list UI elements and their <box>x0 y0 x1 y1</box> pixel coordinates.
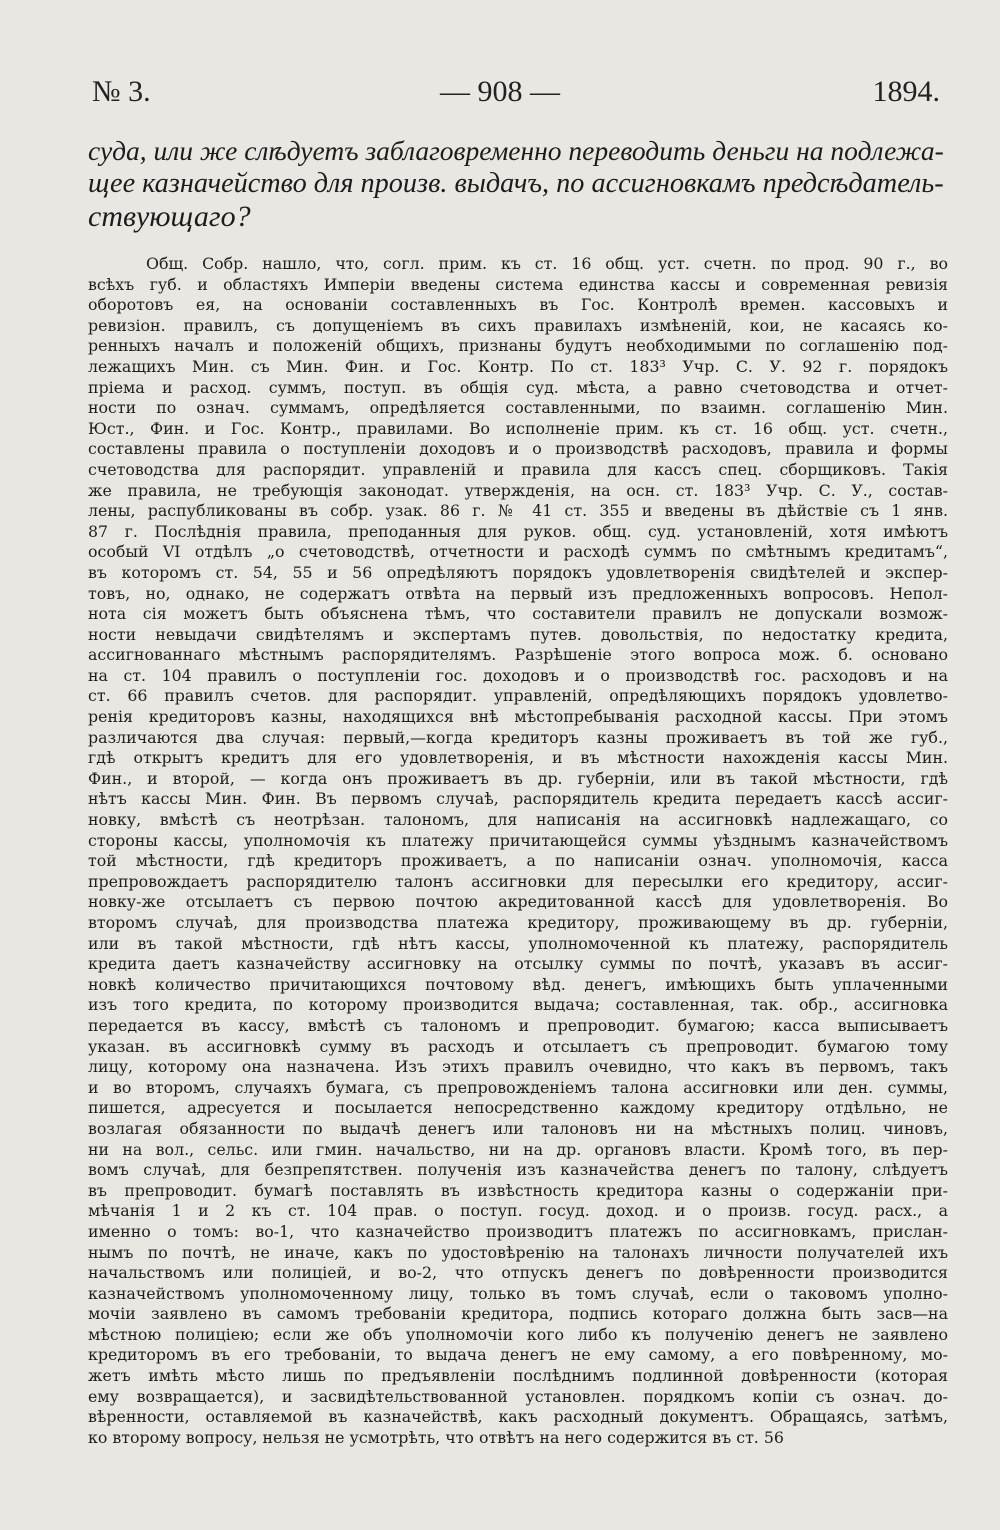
year: 1894. <box>872 75 940 108</box>
body-line: же правила, не требующія законодат. утвержденія, на осн. ст. 183³ Учр. С. У., состав- <box>88 480 948 500</box>
body-line: изъ того кредита, по которому производится выдача; составленная, так. обр., ассигновка <box>88 995 948 1015</box>
body-line: ему возвращается), и засвидѣтельствованной установлен. порядкомъ копіи съ означ. до- <box>88 1386 948 1406</box>
body-line: стороны кассы, уполномочія къ платежу причитающейся суммы уѣзднымъ казначействомъ <box>88 830 948 850</box>
body-line: жетъ имѣть мѣсто лишь по предъявленіи послѣднимъ подлинной довѣренности (которая <box>88 1366 948 1386</box>
body-line: ст. 66 правилъ счетов. для распорядит. управленій, опредѣляющихъ порядокъ удовлетво- <box>88 686 948 706</box>
body-line: Общ. Собр. нашло, что, согл. прим. къ ст. 16 общ. уст. счетн. по прод. 90 г., во <box>146 254 948 273</box>
body-line: различаются два случая: первый,—когда кредиторъ казны проживаетъ въ той же губ., <box>88 727 948 747</box>
body-line: кредиторомъ въ его требованіи, то выдача денегъ не ему самому, а его повѣренному, мо- <box>88 1345 948 1365</box>
body-line: передается въ кассу, вмѣстѣ съ талономъ и препроводит. бумагою; касса выписываетъ <box>88 1015 948 1035</box>
body-line: нымъ по почтѣ, не иначе, какъ по удостовѣренію на талонахъ личности получателей ихъ <box>88 1242 948 1262</box>
body-line: новкѣ количество причитающихся почтовому вѣд. денегъ, имѣющихъ быть уплаченными <box>88 974 948 994</box>
body-line: счетоводства для распорядит. управленій и правила для кассъ спец. сборщиковъ. Такія <box>88 459 948 479</box>
body-line: въ которомъ ст. 54, 55 и 56 опредѣляютъ порядокъ удовлетворенія свидѣтелей и экспер- <box>88 562 948 582</box>
body-line: ренія кредиторовъ казны, находящихся внѣ мѣстопребыванія расходной кассы. При этомъ <box>88 707 948 727</box>
body-line: лежащихъ Мин. съ Мин. Фин. и Гос. Контр. По ст. 183³ Учр. С. У. 92 г. порядокъ <box>88 356 948 376</box>
body-line: начальствомъ или полиціей, и во-2, что отпускъ денегъ по довѣренности производится <box>88 1263 948 1283</box>
body-line: нѣтъ кассы Мин. Фин. Въ первомъ случаѣ, распорядитель кредита передаетъ кассѣ ассиг- <box>88 789 948 809</box>
body-line: товъ, но, однако, не содержатъ отвѣта на первый изъ предложенныхъ вопросовъ. Непол- <box>88 583 948 603</box>
page-number: — 908 — <box>440 75 560 108</box>
body-line: возлагая обязанности по выдачѣ денегъ или талоновъ ни на мѣстныхъ полиц. чиновъ, <box>88 1118 948 1138</box>
body-line: ни на вол., сельс. или гмин. начальство, ни на др. органовъ власти. Кромѣ того, въ пер- <box>88 1139 948 1159</box>
question-line: ствующаго? <box>88 200 251 233</box>
body-line: лены, распубликованы въ собр. узак. 86 г. № 41 ст. 355 и введены въ дѣйствіе съ 1 янв. <box>88 501 948 521</box>
body-line: препровождаетъ распорядителю талонъ ассигновки для пересылки его кредитору, ассиг- <box>88 871 948 891</box>
body-line: кредита даетъ казначейству ассигновку на отсылку суммы по почтѣ, указавъ въ ассиг- <box>88 954 948 974</box>
body-line: новку, вмѣстѣ съ неотрѣзан. талономъ, для написанія на ассигновкѣ надлежащаго, со <box>88 810 948 830</box>
body-line: или въ такой мѣстности, гдѣ нѣтъ кассы, уполномоченной къ платежу, распорядитель <box>88 933 948 953</box>
body-line: особый VI отдѣлъ „о счетоводствѣ, отчетности и расходѣ суммъ по смѣтнымъ кредитамъ“, <box>88 542 948 562</box>
body-line: второмъ случаѣ, для производства платежа кредитору, проживающему въ др. губерніи, <box>88 913 948 932</box>
body-line: составлены правила о поступленіи доходовъ и о производствѣ расходовъ, правила и формы <box>88 439 948 459</box>
body-line: ко второму вопросу, нельзя не усмотрѣть, что отвѣтъ на него содержится въ ст. 56 <box>88 1427 784 1447</box>
body-line: пріема и расход. суммъ, поступ. въ общія суд. мѣста, а равно счетоводства и отчет- <box>88 377 948 397</box>
body-line: ренныхъ началъ и положеній общихъ, признаны будутъ необходимыми по соглашенію под- <box>88 336 948 356</box>
body-line: лицу, которому она назначена. Изъ этихъ правилъ очевидно, что какъ въ первомъ, такъ <box>88 1057 948 1077</box>
issue-number: № 3. <box>92 75 151 108</box>
body-line: новку-же отсылаетъ съ первою почтою акредитованной кассѣ для удовлетворенія. Во <box>88 892 948 912</box>
body-line: пишется, адресуется и посылается непосредственно каждому кредитору отдѣльно, не <box>88 1098 948 1118</box>
body-line: Юст., Фин. и Гос. Контр., правилами. Во исполненіе прим. къ ст. 16 общ. уст. счетн., <box>88 418 948 438</box>
question-line: щее казначейство для произв. выдачъ, по ассигновкамъ предсѣдатель- <box>88 168 944 199</box>
body-line: гдѣ открытъ кредитъ для его удовлетворенія, и въ мѣстности нахожденія кассы Мин. <box>88 748 948 768</box>
body-line: Фин., и второй, — когда онъ проживаетъ въ др. губерніи, или въ такой мѣстности, гдѣ <box>88 768 948 788</box>
body-line: той мѣстности, гдѣ кредиторъ проживаетъ, а по написаніи означ. уполномочія, касса <box>88 851 948 871</box>
body-line: мѣстною полиціею; если же объ уполномочіи кого либо къ полученію денегъ не заявлено <box>88 1324 948 1344</box>
body-line: въ препроводит. бумагѣ поставлять въ извѣстность кредитора казны о содержаніи при- <box>88 1180 948 1200</box>
body-line: указан. въ ассигновкѣ сумму въ расходъ и отсылаетъ съ препроводит. бумагою тому <box>88 1036 948 1056</box>
body-line: нота сія можетъ быть объяснена тѣмъ, что составители правилъ не допускали возмож- <box>88 604 948 624</box>
body-line: мѣчанія 1 и 2 къ ст. 104 прав. о поступ. госуд. доход. и о произв. госуд. расх., а <box>88 1201 948 1221</box>
body-line: всѣхъ губ. и областяхъ Имперіи введены система единства кассы и современная ревизія <box>88 274 948 294</box>
body-line: ности невыдачи свидѣтелямъ и экспертамъ путев. довольствія, по недостатку кредита, <box>88 624 948 644</box>
body-line: именно о томъ: во-1, что казначейство производитъ платежъ по ассигновкамъ, прислан- <box>88 1221 948 1241</box>
body-line: мочіи заявлено въ самомъ требованіи кредитора, подпись котораго должна быть засв—на <box>88 1304 948 1324</box>
body-line: на ст. 104 правилъ о поступленіи гос. доходовъ и о производствѣ гос. расходовъ и на <box>88 665 948 685</box>
body-line: вѣренности, оставляемой въ казначействѣ, какъ расходный документъ. Обращаясь, затѣмъ, <box>88 1407 948 1427</box>
body-line: оборотовъ ея, на основаніи составленныхъ въ Гос. Контролѣ времен. кассовыхъ и <box>88 295 948 315</box>
body-line: казначействомъ уполномоченному лицу, только въ томъ случаѣ, если о таковомъ уполно- <box>88 1283 948 1303</box>
body-line: 87 г. Послѣднія правила, преподанныя для руков. общ. суд. установленій, хотя имѣютъ <box>88 521 948 541</box>
body-line: ассигнованнаго мѣстнымъ распорядителямъ. Разрѣшеніе этого вопроса мож. б. основано <box>88 645 948 665</box>
body-line: ности по означ. суммамъ, опредѣляется составленными, по взаимн. соглашенію Мин. <box>88 398 948 418</box>
body-paragraph <box>88 254 948 1448</box>
body-line: ревизіон. правилъ, съ допущеніемъ въ сихъ правилахъ измѣненій, кои, не касаясь ко- <box>88 315 948 335</box>
body-line: и во второмъ, случаяхъ бумага, съ препровожденіемъ талона ассигновки или ден. суммы, <box>88 1077 948 1097</box>
question-line: суда, или же слѣдуетъ заблаговременно переводить деньги на подлежа- <box>88 135 944 166</box>
body-line: вомъ случаѣ, для безпрепятствен. полученія изъ казначейства денегъ по талону, слѣдуетъ <box>88 1160 948 1180</box>
question-paragraph <box>88 134 950 233</box>
